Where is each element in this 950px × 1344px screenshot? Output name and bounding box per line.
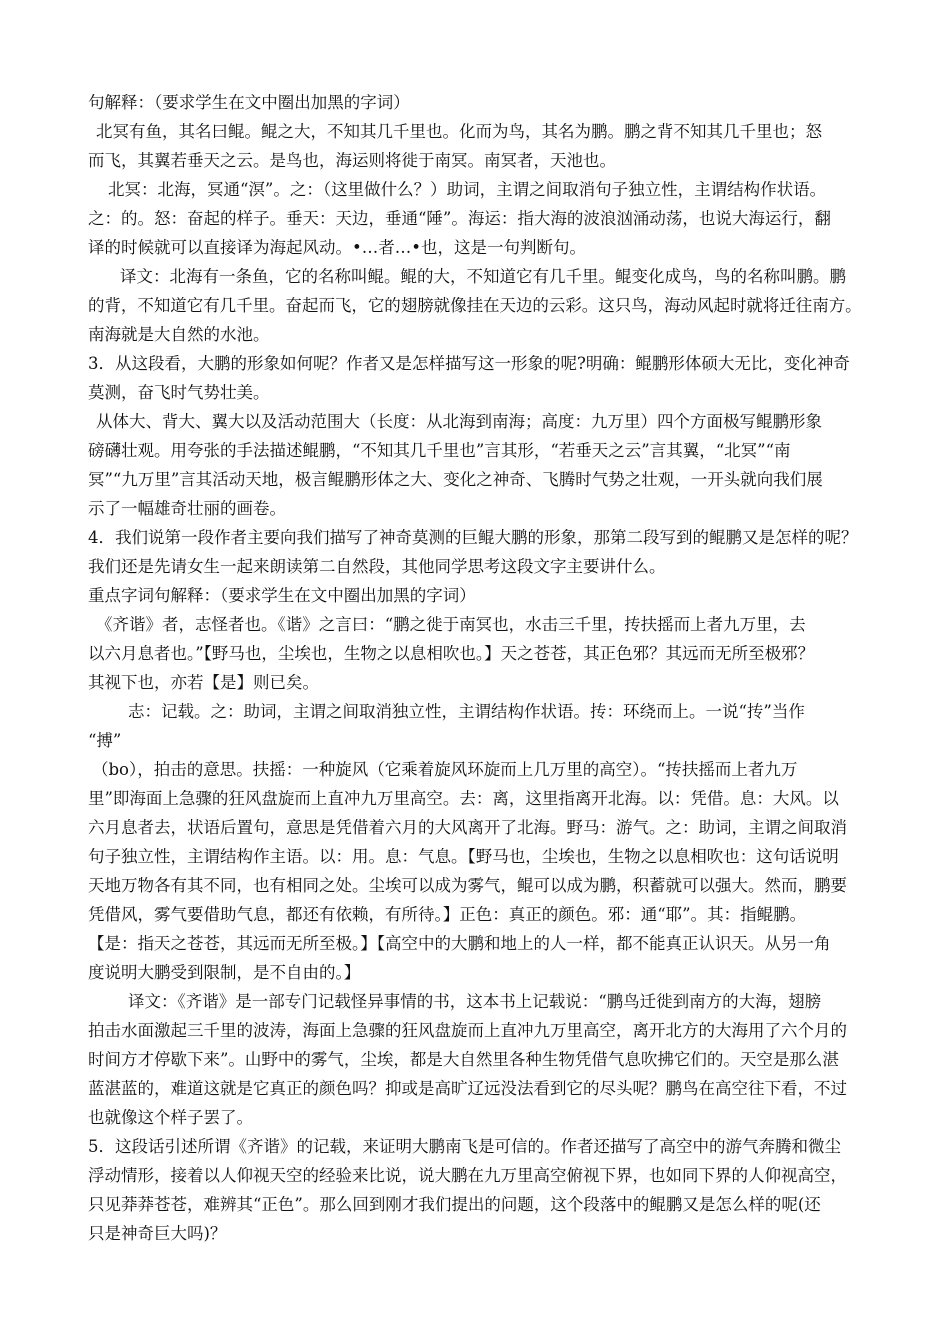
- text-line: 的背，不知道它有几千里。奋起而飞，它的翅膀就像挂在天边的云彩。这只鸟，海动风起时就将迁往南方。: [88, 296, 862, 315]
- text-line: 拍击水面激起三千里的波涛，海面上急骤的狂风盘旋而上直冲九万里高空，离开北方的大海用了六个月的: [88, 1021, 847, 1040]
- text-line: 【是：指天之苍苍，其远而无所至极。】【高空中的大鹏和地上的人一样，都不能真正认识天。从另一角: [88, 934, 831, 953]
- text-line: 以六月息者也。”【野马也，尘埃也，生物之以息相吹也。】天之苍苍，其正色邪？其远而无所至极邪？: [88, 644, 815, 663]
- text-line: 我们还是先请女生一起来朗读第二自然段，其他同学思考这段文字主要讲什么。: [88, 557, 666, 576]
- text-line: 凭借风，雾气要借助气息，都还有依赖，有所待。】正色：真正的颜色。邪：通“耶”。其：指鲲鹏。: [88, 905, 807, 924]
- text-line: 莫测，奋飞时气势壮美。: [88, 383, 270, 402]
- text-line: 句子独立性，主谓结构作主语。以：用。息：气息。【野马也，尘埃也，生物之以息相吹也：这句话说明: [88, 847, 839, 866]
- text-line: 之：的。怒：奋起的样子。垂天：天边，垂通“陲”。海运：指大海的波浪汹涌动荡，也说大海运行，翻: [88, 209, 831, 228]
- text-line: 度说明大鹏受到限制，是不自由的。】: [88, 963, 361, 982]
- text-line: 里”即海面上急骤的狂风盘旋而上直冲九万里高空。去：离，这里指离开北海。以：凭借。息：大风。以: [88, 789, 839, 808]
- text-line: 其视下也，亦若【是】则已矣。: [88, 673, 319, 692]
- section-heading: 重点字词句解释：（要求学生在文中圈出加黑的字词）: [88, 586, 476, 605]
- text-line: 只见莽莽苍苍，难辨其“正色”。那么回到刚才我们提出的问题，这个段落中的鲲鹏又是怎么样的呢(还: [88, 1195, 821, 1214]
- question-heading: 4．我们说第一段作者主要向我们描写了神奇莫测的巨鲲大鹏的形象，那第二段写到的鲲鹏又是怎样的呢？: [88, 528, 858, 547]
- question-heading: 5．这段话引述所谓《齐谐》的记载，来证明大鹏南飞是可信的。作者还描写了高空中的游气奔腾和微尘: [88, 1137, 841, 1156]
- text-line: 译的时候就可以直接译为海起风动。•…者…•也，这是一句判断句。: [88, 238, 586, 257]
- question-heading: 3．从这段看，大鹏的形象如何呢？作者又是怎样描写这一形象的呢?明确：鲲鹏形体硕大无比，变化神奇: [88, 354, 850, 373]
- text-line: “搏”: [88, 731, 122, 750]
- text-line: 冥”“九万里”言其活动天地，极言鲲鹏形体之大、变化之神奇、飞腾时气势之壮观，一开头就向我们展: [88, 470, 823, 489]
- text-line: 译文：北海有一条鱼，它的名称叫鲲。鲲的大，不知道它有几千里。鲲变化成鸟，鸟的名称叫鹏。鹏: [120, 267, 846, 286]
- text-line: 六月息者去，状语后置句，意思是凭借着六月的大风离开了北海。野马：游气。之：助词，主谓之间取消: [88, 818, 847, 837]
- text-line: 北冥有鱼，其名曰鲲。鲲之大，不知其几千里也。化而为鸟，其名为鹏。鹏之背不知其几千里也；怒: [96, 122, 822, 141]
- text-line: 从体大、背大、翼大以及活动范围大（长度：从北海到南海；高度：九万里）四个方面极写鲲鹏形象: [96, 412, 822, 431]
- text-line: 志：记载。之：助词，主谓之间取消独立性，主谓结构作状语。抟：环绕而上。一说“抟”当作: [128, 702, 805, 721]
- text-line: 也就像这个样子罢了。: [88, 1108, 253, 1127]
- text-line: 只是神奇巨大吗)？: [88, 1224, 227, 1243]
- text-line: 而飞，其翼若垂天之云。是鸟也，海运则将徙于南冥。南冥者，天池也。: [88, 151, 616, 170]
- text-line: 浮动情形，接着以人仰视天空的经验来比说，说大鹏在九万里高空俯视下界，也如同下界的人仰视高空，: [88, 1166, 847, 1185]
- text-line: 南海就是大自然的水池。: [88, 325, 270, 344]
- text-line: 译文：《齐谐》是一部专门记载怪异事情的书，这本书上记载说：“鹏鸟迁徙到南方的大海，翅膀: [128, 992, 822, 1011]
- text-line: 句解释：（要求学生在文中圈出加黑的字词）: [88, 93, 410, 112]
- text-line: 磅礴壮观。用夸张的手法描述鲲鹏，“不知其几千里也”言其形，“若垂天之云”言其翼，“北冥”“南: [88, 441, 791, 460]
- text-line: 示了一幅雄奇壮丽的画卷。: [88, 499, 286, 518]
- text-line: 时间方才停歇下来”。山野中的雾气，尘埃，都是大自然里各种生物凭借气息吹拂它们的。天空是那么湛: [88, 1050, 839, 1069]
- text-line: 《齐谐》者，志怪者也。《谐》之言曰：“鹏之徙于南冥也，水击三千里，抟扶摇而上者九万里，去: [96, 615, 806, 634]
- text-line: （bo），拍击的意思。扶摇：一种旋风（它乘着旋风环旋而上几万里的高空）。“抟扶摇而上者九万: [92, 760, 798, 779]
- text-line: 天地万物各有其不同，也有相同之处。尘埃可以成为雾气，鲲可以成为鹏，积蓄就可以强大。然而，鹏要: [88, 876, 847, 895]
- text-line: 北冥：北海，冥通“溟”。之：（这里做什么？）助词，主谓之间取消句子独立性，主谓结构作状语。: [108, 180, 827, 199]
- text-line: 蓝湛蓝的，难道这就是它真正的颜色吗？抑或是高旷辽远没法看到它的尽头呢？鹏鸟在高空往下看，不过: [88, 1079, 847, 1098]
